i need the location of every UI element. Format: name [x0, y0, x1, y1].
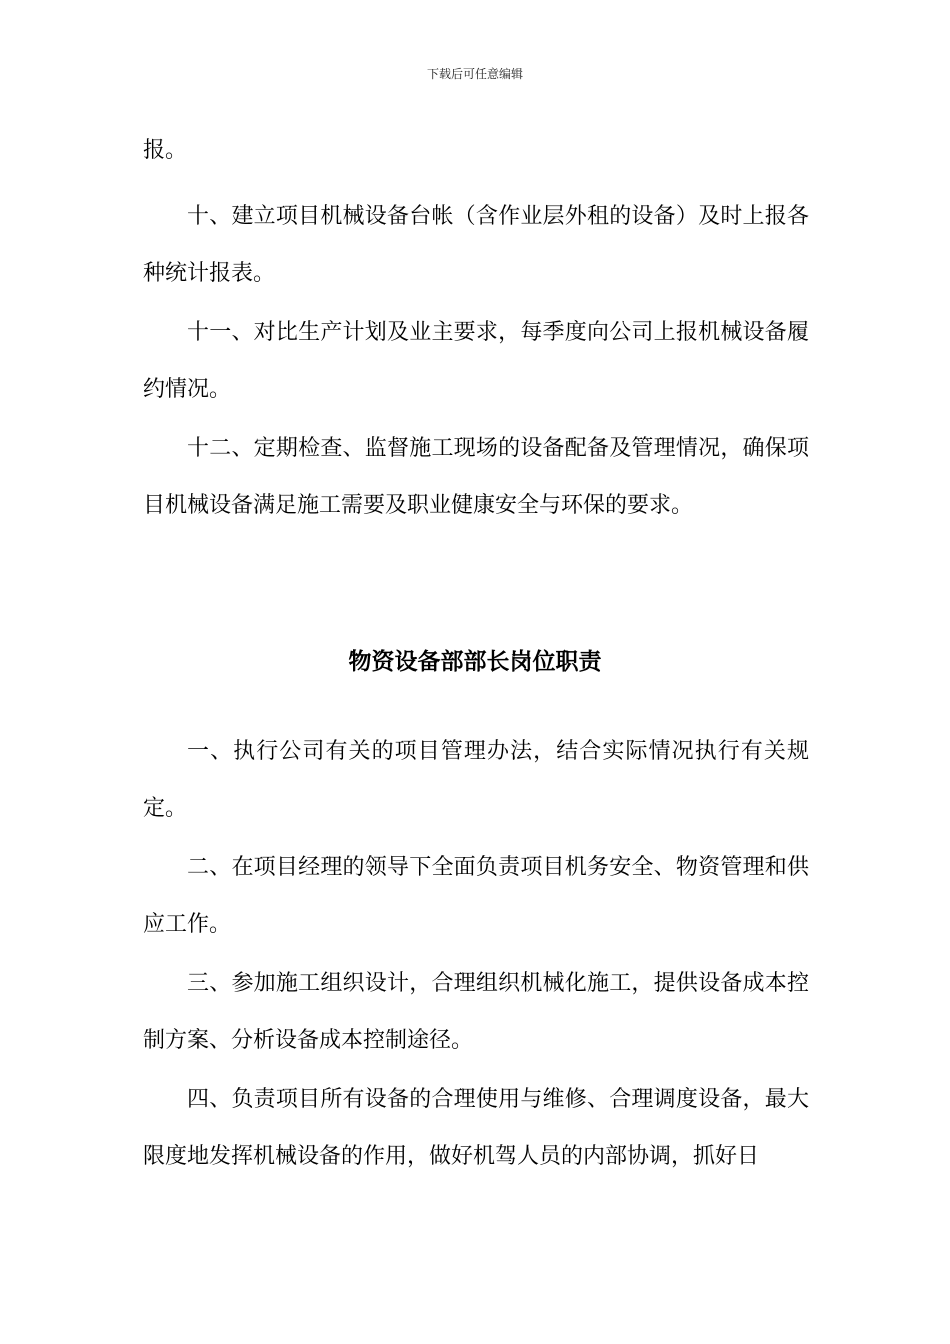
paragraph-item-10: 十、建立项目机械设备台帐（含作业层外租的设备）及时上报各种统计报表。: [143, 204, 809, 286]
section-title: 物资设备部部长岗位职责: [348, 649, 602, 675]
paragraph-item-3: 三、参加施工组织设计，合理组织机械化施工，提供设备成本控制方案、分析设备成本控制途径。: [143, 971, 809, 1053]
paragraph-item-12: 十二、定期检查、监督施工现场的设备配备及管理情况，确保项目机械设备满足施工需要及职业健康安全与环保的要求。: [143, 436, 809, 518]
paragraph-item-4: 四、负责项目所有设备的合理使用与维修、合理调度设备，最大限度地发挥机械设备的作用，做好机驾人员的内部协调，抓好日: [143, 1087, 809, 1169]
paragraph-item-1: 一、执行公司有关的项目管理办法，结合实际情况执行有关规定。: [143, 739, 809, 821]
paragraph-item-11: 十一、对比生产计划及业主要求，每季度向公司上报机械设备履约情况。: [143, 320, 809, 402]
paragraph-continuation: 报。: [143, 138, 188, 163]
paragraph-item-2: 二、在项目经理的领导下全面负责项目机务安全、物资管理和供应工作。: [143, 855, 809, 937]
page-header-note: 下载后可任意编辑: [426, 67, 523, 81]
